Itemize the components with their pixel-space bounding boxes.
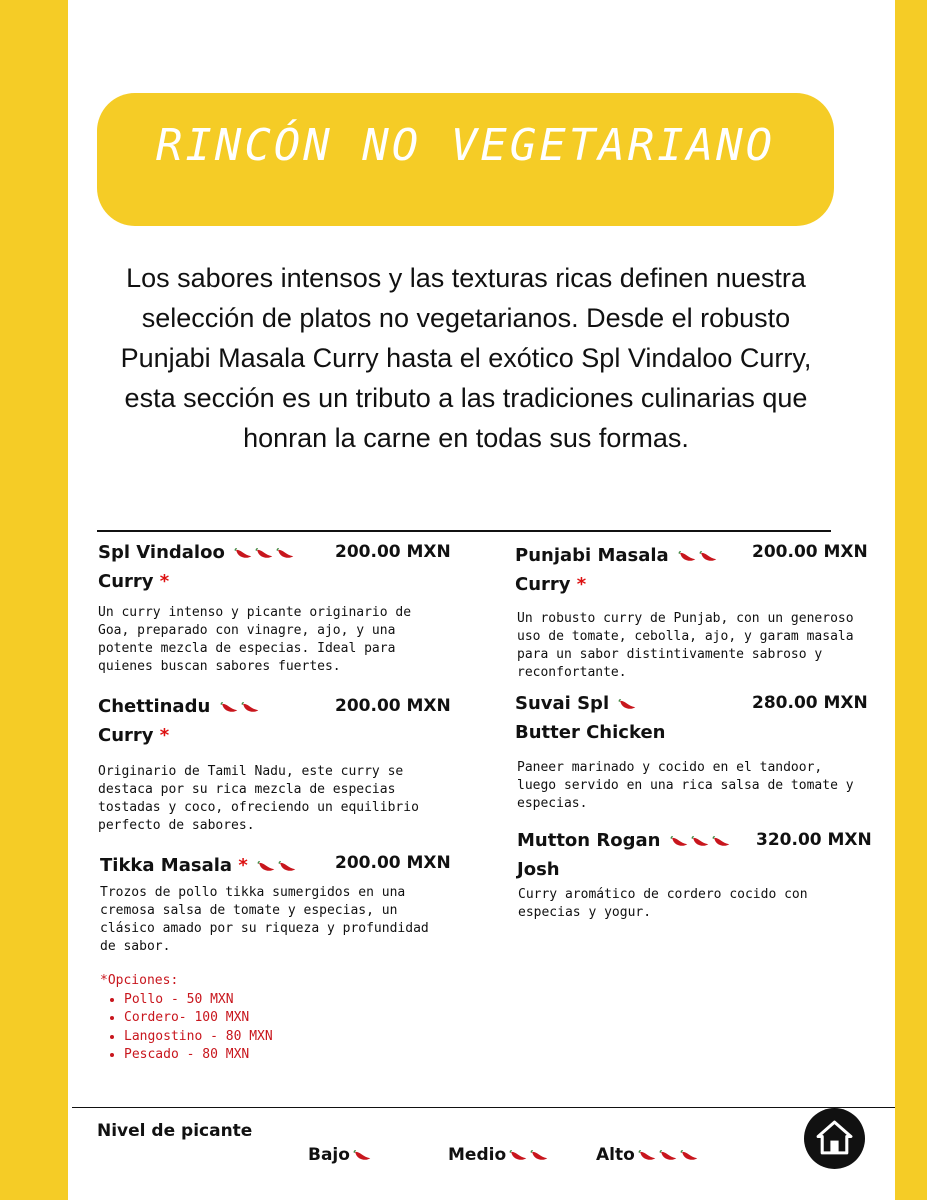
chili-pepper-icon — [509, 1150, 527, 1161]
chili-pepper-icon — [530, 1150, 548, 1161]
chili-pepper-icon — [635, 1145, 698, 1165]
chili-pepper-icon — [353, 1150, 371, 1161]
dish-name: Chettinadu Curry * — [98, 692, 328, 750]
chili-pepper-icon — [659, 1150, 677, 1161]
dish-name: Punjabi Masala Curry * — [515, 541, 745, 599]
chili-pepper-icon — [231, 542, 294, 563]
dish-description: Originario de Tamil Nadu, este curry se destaca por su rica mezcla de especias tostadas y coco, ofreciendo un equilibrio perfecto de sabores. — [98, 764, 419, 833]
option-item: • Pescado - 80 MXN — [124, 1046, 273, 1065]
chili-pepper-icon — [241, 702, 259, 713]
dish-price: 200.00 MXN — [335, 853, 451, 873]
intro-paragraph: Los sabores intensos y las texturas ricas definen nuestra selección de platos no vegetarianos. Desde el robusto Punjabi Masala Curry hasta el exótico Spl Vindaloo Curry, esta sección es un tributo a las tradiciones culinarias que honran la carne en todas sus formas. — [120, 263, 812, 453]
chili-pepper-icon — [254, 855, 296, 876]
dish-name: Tikka Masala * — [100, 851, 330, 880]
chili-pepper-icon — [257, 861, 275, 872]
chili-pepper-icon — [506, 1145, 548, 1165]
dish-description: Curry aromático de cordero cocido con especias y yogur. — [518, 887, 808, 920]
dish-name: Suvai Spl Butter Chicken — [515, 693, 666, 743]
top-divider — [97, 530, 831, 532]
chili-pepper-icon — [680, 1150, 698, 1161]
spice-level-low: Bajo — [308, 1145, 371, 1165]
chili-pepper-icon — [638, 1150, 656, 1161]
chili-pepper-icon — [667, 830, 730, 851]
dish-description: Paneer marinado y cocido en el tandoor, luego servido en una rica salsa de tomate y especias. — [517, 760, 854, 811]
chili-pepper-icon — [691, 836, 709, 847]
chili-pepper-icon — [276, 548, 294, 559]
chili-pepper-icon — [675, 545, 717, 566]
dish-price: 320.00 MXN — [756, 830, 872, 850]
chili-pepper-icon — [234, 548, 252, 559]
option-item: • Pollo - 50 MXN — [124, 991, 273, 1010]
chili-pepper-icon — [699, 551, 717, 562]
home-icon[interactable] — [804, 1108, 865, 1169]
spice-legend-title: Nivel de picante — [97, 1121, 253, 1141]
dish-name: Spl Vindaloo Curry * — [98, 538, 328, 596]
spice-level-medium: Medio — [448, 1145, 548, 1165]
option-item: • Langostino - 80 MXN — [124, 1028, 273, 1047]
chili-pepper-icon — [618, 699, 636, 710]
chili-pepper-icon — [255, 548, 273, 559]
chili-pepper-icon — [678, 551, 696, 562]
dish-price: 200.00 MXN — [335, 542, 451, 562]
chili-pepper-icon — [278, 861, 296, 872]
dish-description: Trozos de pollo tikka sumergidos en una cremosa salsa de tomate y especias, un clásico amado por su riqueza y profundidad de sabor. — [100, 885, 429, 954]
dish-description: Un curry intenso y picante originario de Goa, preparado con vinagre, ajo, y una potente mezcla de especias. Ideal para quienes buscan sabores fuertes. — [98, 605, 412, 674]
option-item: • Cordero- 100 MXN — [124, 1009, 273, 1028]
options-list — [100, 972, 273, 1065]
chili-pepper-icon — [220, 702, 238, 713]
options-title: *Opciones: — [100, 973, 179, 988]
home-button[interactable] — [804, 1108, 865, 1169]
chili-pepper-icon — [350, 1145, 371, 1165]
footer-divider — [72, 1107, 895, 1108]
dish-name: Mutton Rogan Josh — [517, 826, 757, 884]
chili-pepper-icon — [615, 693, 636, 714]
chili-pepper-icon — [217, 696, 259, 717]
dish-price: 200.00 MXN — [752, 542, 868, 562]
chili-pepper-icon — [670, 836, 688, 847]
dish-price: 200.00 MXN — [335, 696, 451, 716]
page-title: RINCÓN NO VEGETARIANO — [155, 120, 776, 171]
dish-description: Un robusto curry de Punjab, con un generoso uso de tomate, cebolla, ajo, y garam masala para un sabor distintivamente sabroso y reconfortante. — [517, 611, 854, 680]
dish-price: 280.00 MXN — [752, 693, 868, 713]
spice-level-high: Alto — [596, 1145, 698, 1165]
chili-pepper-icon — [712, 836, 730, 847]
